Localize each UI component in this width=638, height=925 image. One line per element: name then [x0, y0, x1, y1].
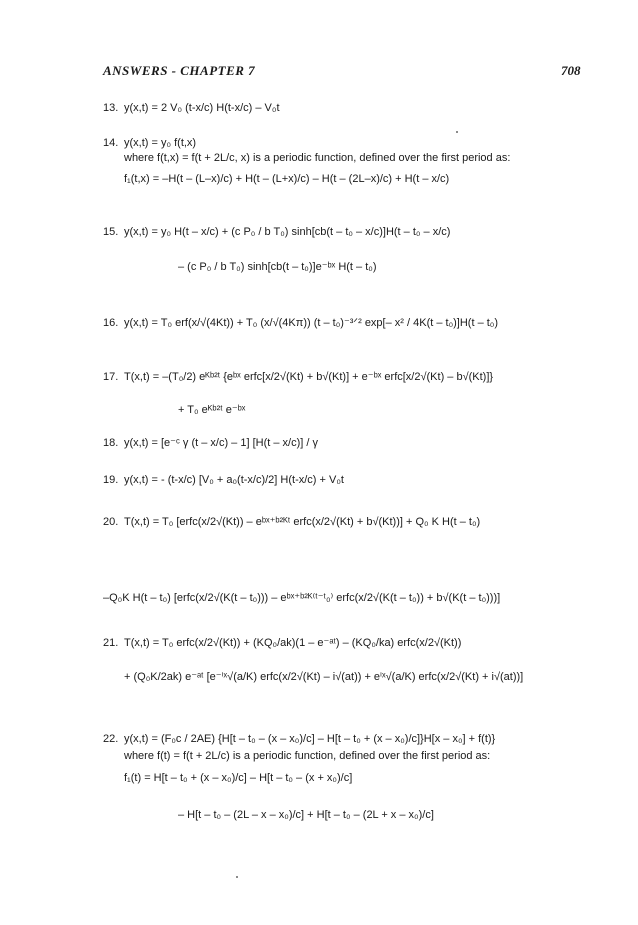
- page-number: 708: [561, 63, 581, 78]
- answer-number: 15.: [103, 226, 119, 238]
- answer-number: 16.: [103, 317, 119, 329]
- answer-equation: y(x,t) = y₀ H(t – x/c) + (c P₀ / b T₀) sinh[cb(t – t₀ – x/c)]H(t – t₀ – x/c): [124, 226, 451, 238]
- answer-equation-continued: –Q₀K H(t – t₀) [erfc(x/2√(K(t – t₀))) – eᵇˣ⁺ᵇ²ᴷ⁽ᵗ⁻ᵗ₀⁾ erfc(x/2√(K(t – t₀)) + b√(K(t – t₀)))]: [103, 592, 501, 604]
- answer-equation: T(x,t) = T₀ erfc(x/2√(Kt)) + (KQ₀/ak)(1 – e⁻ᵃᵗ) – (KQ₀/ka) erfc(x/2√(Kt)): [124, 637, 462, 649]
- answer-number: 19.: [103, 474, 119, 486]
- print-speck: [236, 876, 238, 878]
- running-header: ANSWERS - CHAPTER 7: [103, 63, 256, 78]
- answer-number: 14.: [103, 137, 119, 149]
- answer-equation: f₁(t,x) = –H(t – (L–x)/c) + H(t – (L+x)/c) – H(t – (2L–x)/c) + H(t – x/c): [124, 173, 450, 185]
- print-speck: [456, 131, 458, 133]
- answer-equation: T(x,t) = T₀ [erfc(x/2√(Kt)) – eᵇˣ⁺ᵇ²ᴷᵗ erfc(x/2√(Kt) + b√(Kt))] + Q₀ K H(t – t₀): [124, 516, 481, 528]
- answer-equation: y(x,t) = y₀ f(t,x): [124, 137, 197, 149]
- answer-equation: y(x,t) = (F₀c / 2AE) {H[t – t₀ – (x – x₀)/c] – H[t – t₀ + (x – x₀)/c]}H[x – x₀] + f(t)}: [124, 733, 496, 745]
- answer-text: where f(t,x) = f(t + 2L/c, x) is a periodic function, defined over the first period as:: [124, 152, 511, 164]
- answer-equation: y(x,t) = T₀ erf(x/√(4Kt)) + T₀ (x/√(4Kπ)) (t – t₀)⁻³ᐟ² exp[– x² / 4K(t – t₀)]H(t – t₀): [124, 317, 499, 329]
- answer-equation: f₁(t) = H[t – t₀ + (x – x₀)/c] – H[t – t₀ – (x + x₀)/c]: [124, 772, 353, 784]
- answer-number: 18.: [103, 437, 119, 449]
- answer-equation: y(x,t) = 2 V₀ (t-x/c) H(t-x/c) – V₀t: [124, 102, 280, 114]
- answer-equation-continued: – H[t – t₀ – (2L – x – x₀)/c] + H[t – t₀ – (2L + x – x₀)/c]: [178, 809, 434, 821]
- answer-number: 13.: [103, 102, 119, 114]
- answer-equation: y(x,t) = - (t-x/c) [V₀ + a₀(t-x/c)/2] H(t-x/c) + V₀t: [124, 474, 344, 486]
- answer-number: 22.: [103, 733, 119, 745]
- answer-equation-continued: – (c P₀ / b T₀) sinh[cb(t – t₀)]e⁻ᵇˣ H(t – t₀): [178, 261, 377, 273]
- answer-number: 17.: [103, 371, 119, 383]
- answer-equation-continued: + T₀ eᴷᵇ²ᵗ e⁻ᵇˣ: [178, 404, 246, 416]
- answer-number: 21.: [103, 637, 119, 649]
- answer-text: where f(t) = f(t + 2L/c) is a periodic function, defined over the first period as:: [124, 750, 491, 762]
- answer-equation-continued: + (Q₀K/2ak) e⁻ᵃᵗ [e⁻ⁱˣ√(a/K) erfc(x/2√(Kt) – i√(at)) + eⁱˣ√(a/K) erfc(x/2√(Kt) + i√(at))]: [124, 671, 524, 683]
- answer-equation: T(x,t) = –(T₀/2) eᴷᵇ²ᵗ {eᵇˣ erfc[x/2√(Kt) + b√(Kt)] + e⁻ᵇˣ erfc[x/2√(Kt) – b√(Kt)]}: [124, 371, 494, 383]
- answer-number: 20.: [103, 516, 119, 528]
- answer-equation: y(x,t) = [e⁻ᶜ γ (t – x/c) – 1] [H(t – x/c)] / γ: [124, 437, 318, 449]
